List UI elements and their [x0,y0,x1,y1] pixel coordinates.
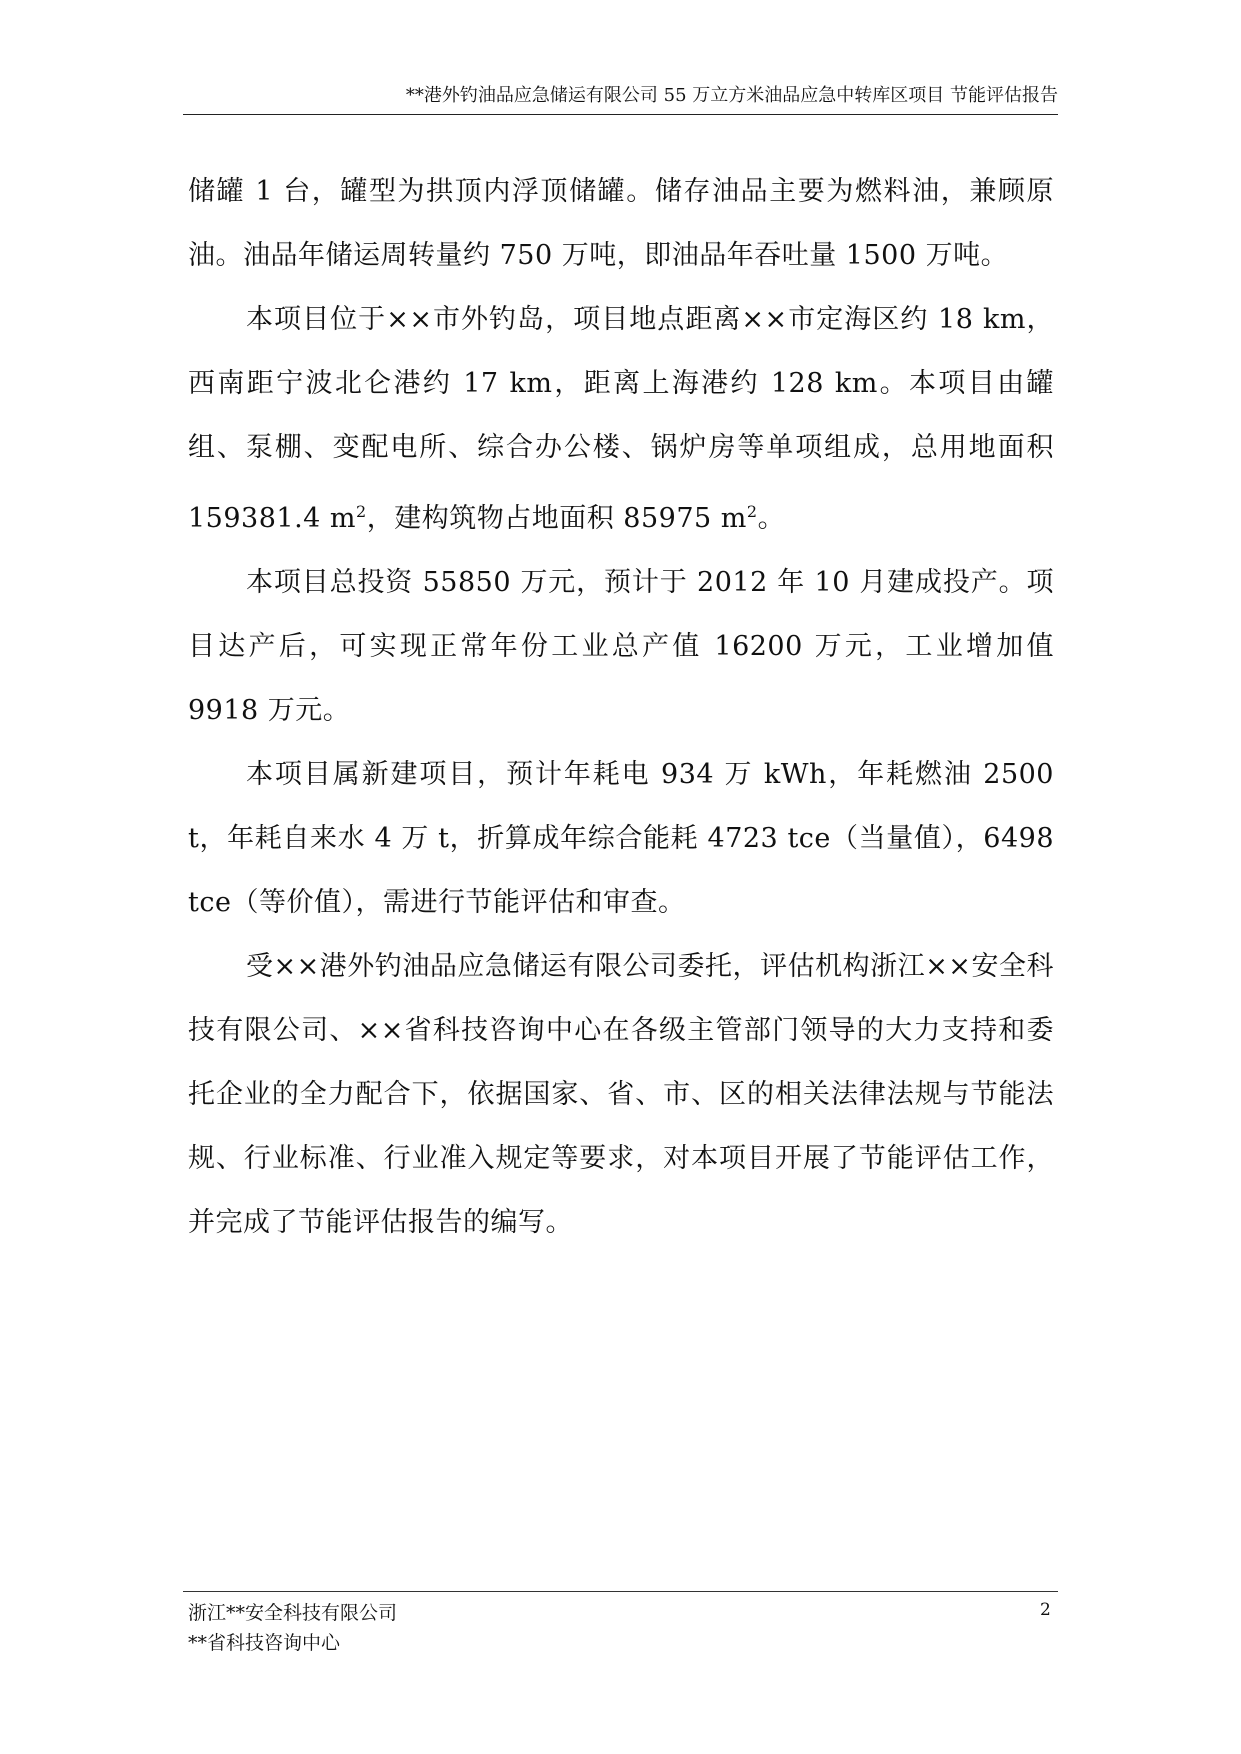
footer-divider [183,1591,1058,1592]
paragraph-4: 本项目属新建项目，预计年耗电 934 万 kWh，年耗燃油 2500 t，年耗自来水 4 万 t，折算成年综合能耗 4723 tce（当量值），6498 tce（等价值），需进行节能评估和审查。 [188,759,1054,918]
paragraph-2 [188,288,1054,551]
paragraph-1: 储罐 1 台，罐型为拱顶内浮顶储罐。储存油品主要为燃料油，兼顾原油。油品年储运周转量约 750 万吨，即油品年吞吐量 1500 万吨。 [188,176,1054,271]
paragraph-5: 受××港外钓油品应急储运有限公司委托，评估机构浙江××安全科技有限公司、××省科技咨询中心在各级主管部门领导的大力支持和委托企业的全力配合下，依据国家、省、市、区的相关法律法规与节能法规、行业标准、行业准入规定等要求，对本项目开展了节能评估工作，并完成了节能评估报告的编写。 [188,951,1054,1238]
header-divider [183,114,1058,115]
footer-org-1: 浙江**安全科技有限公司 [188,1602,398,1624]
footer-org-2: **省科技咨询中心 [188,1632,341,1654]
paragraph-2-text-b: ，建构筑物占地面积 85975 m [366,503,747,534]
superscript-2-a: 2 [356,502,367,521]
paragraph-2-text-a: 本项目位于××市外钓岛，项目地点距离××市定海区约 18 km，西南距宁波北仑港约 17 km，距离上海港约 128 km。本项目由罐组、泵棚、变配电所、综合办公楼、锅炉房等单项组成，总用地面积 159381.4 m [188,304,1054,534]
footer-organizations [188,1598,397,1658]
body-text [188,160,1054,1255]
running-header: **港外钓油品应急储运有限公司 55 万立方米油品应急中转库区项目 节能评估报告 [405,85,1058,106]
page-number: 2 [1040,1600,1051,1620]
superscript-2-b: 2 [746,502,758,521]
paragraph-3: 本项目总投资 55850 万元，预计于 2012 年 10 月建成投产。项目达产后，可实现正常年份工业总产值 16200 万元，工业增加值 9918 万元。 [188,567,1054,726]
paragraph-2-text-c: 。 [757,503,786,534]
